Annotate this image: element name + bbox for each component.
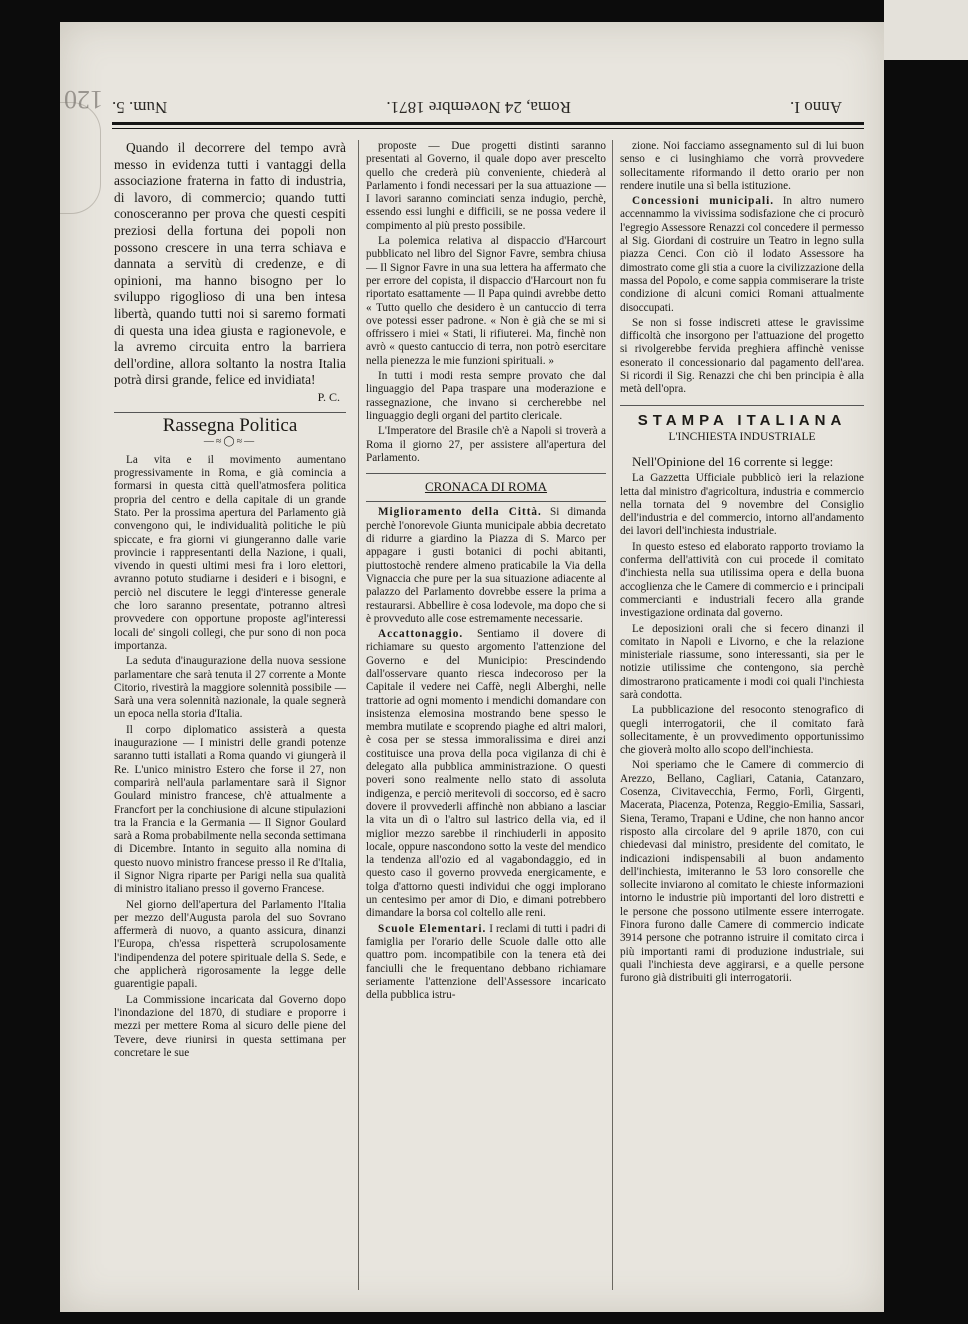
article-paragraph: zione. Noi facciamo assegnamento sul di lui buon senso e ci lusinghiamo che vorrà provvedere sollecitamente riformando il detto orario per non rendere inutile una sì bella istituzione. [620,140,864,192]
news-item-head: Accattonaggio. [378,628,464,641]
newspaper-page [60,22,884,1312]
separator [620,405,864,406]
article-paragraph: La Gazzetta Ufficiale pubblicò ieri la relazione letta dal ministro d'agricoltura, industria e commercio nella tornata del 9 novembre del Consiglio dell'industria e del commercio, intorno all'andamento dei lavori dell'inchiesta industriale. [620,472,864,538]
article-paragraph: La polemica relativa al dispaccio d'Harcourt pubblicato nel libro del Signor Favre, sembra chiusa — Il Signor Favre in una sua lettera ha affermato che per errore del copista, il dispaccio d'Harcourt non fu riportato esattamente — Il Papa quindi avrebbe detto « Tutto quello che desidero è un cantuccio di terra ove potessi esser padrone. « Non è già che se mi si offrissero i miei « Stati, li rifiuterei. Ma, finchè non avrò « questo cantuccio di terra, non potrò esercitare nella pienezza le mie funzioni spirituali. » [366,235,606,367]
news-item-head: Concessioni municipali. [632,195,775,208]
library-stamp [60,102,101,214]
article-paragraph: La seduta d'inaugurazione della nuova sessione parlamentare che sarà tenuta il 27 corrente a Monte Citorio, rivestirà la maggiore solennità possibile — Sarà una vera solennità nazionale, la quale segnerà un epoca nella storia d'Italia. [114,655,346,721]
article-paragraph: proposte — Due progetti distinti saranno presentati al Governo, il quale dopo aver prescelto quello che crederà più conveniente, chiederà al Parlamento i fondi necessari per la sua attuazione — I lavori saranno cominciati senza indugio, perchè, essendo essi lunghi e difficili, se ne possa vedere il compimento al più presto possibile. [366,140,606,232]
column-1 [114,140,346,1290]
separator [114,412,346,413]
news-item [366,923,606,1003]
separator [366,473,606,474]
page-corner [884,0,968,60]
article-paragraph: Quando il decorrere del tempo avrà messo in evidenza tutti i vantaggi della associazione fraterna in fatto di industria, di lavoro, di commercio; quando tutti conosceranno per prova che questi cespiti preziosi della fortuna dei popoli non possono crescere in una terra schiava e dannata a servitù di credenze, e di opinioni, ma hanno bisogno per lo sviluppo rigoglioso di una ben intesa libertà, quando tutti noi si saremo formati di questa una idea giusta e ragionevole, e la avremo circuita entro la barriera dell'ordine, allora soltanto la nostra Italia potrà dirsi grande, felice ed invidiata! [114,140,346,388]
article-paragraph: La vita e il movimento aumentano progressivamente in Roma, e già comincia a formarsi in questa città quell'atmosfera politica propria del centro e della capitale di un grande Stato. Per la prossima apertura del Parlamento già convengono qui, le individualità politiche le più spiccate, e fra giorni vi giungeranno dalle varie provincie i rappresentanti della Nazione, i quali, vivendo in questi ultimi mesi fra i loro elettori, avranno potuto studiarne i desideri e i bisogni, e perciò nel discutere le leggi d'interesse generale che loro saranno presentate, potranno altresì provvedere con opportune proposte agl'interessi locali de' singoli collegi, che pur sono di non poca importanza. [114,453,346,652]
separator [366,501,606,502]
issue-date: Roma, 24 Novembre 1871. [386,98,571,117]
news-item [366,628,606,921]
section-title: STAMPA ITALIANA [637,411,847,429]
article-paragraph: La Commissione incaricata dal Governo dopo l'inondazione del 1870, di studiare e proporre i mezzi per mettere Roma al sicuro delle piene del Tevere, deve riunirsi in questa settimana per concretare le sue [114,993,346,1059]
article-paragraph: Nel giorno dell'apertura del Parlamento l'Italia per mezzo dell'Augusta parola del suo Sovrano affermerà di nuovo, a quanto assicura, dinanzi l'Europa, ch'essa rispetterà scrupolosamente l'indipendenza del potere spirituale della S. Sede, e che applicherà rigorosamente la legge delle guarentigie papali. [114,898,346,991]
issue-year: Anno I. [790,98,842,117]
news-item [366,506,606,626]
article-paragraph: Il corpo diplomatico assisterà a questa inaugurazione — I ministri delle grandi potenze saranno tutti istallati a Roma quando vi giungerà il Re. L'unico ministro Estero che forse il 27, non comparirà nell'aula parlamentare sarà il Signor Goulard ministro francese, ch'è attualmente a Francfort per la conchiusione di alcune stipulazioni tra la Francia e la Germania — Il Signor Goulard sarà a Roma probabilmente nella seconda settimana di Dicembre. Intanto in seguito alla nomina di questo nuovo ministro francese presso il Re d'Italia, il Signor Nigra riparte per Parigi nella sua qualità di ministro italiano presso il governo Francese. [114,723,346,896]
article-paragraph: Se non si fosse indiscreti attese le gravissime difficoltà che insorgono per l'attuazione del progetto si rivolgerebbe fervida preghiera affinchè venisse esonerato il concessionario dal pagamento dell'area. Si ricordi il Sig. Renazzi che chi ben principia è alla metà dell'opra. [620,316,864,396]
lead-line: Nell'Opinione del 16 corrente si legge: [632,454,834,470]
article-paragraph: In questo esteso ed elaborato rapporto troviamo la conferma dell'attività con cui procede il comitato d'inchiesta nella sua utilissima opera e della buona accoglienza che le Camere di commercio e i principali commercianti e industriali fecero alla grande investigazione ordinata dal governo. [620,540,864,620]
section-subtitle: L'INCHIESTA INDUSTRIALE [668,430,816,443]
page-number: 120 [64,85,103,114]
news-item-text: Si dimanda perchè l'onorevole Giunta municipale abbia decretato di ridurre a giardino la Piazza di S. Marco per appagare i gusti botanici di pochi abitanti, piuttostochè rendere almeno praticabile la Via della Vignaccia che pure per la sua situazione adiacente al palazzo del Parlamento dovrebbe essere la prima a restaurarsi. Abbellire è cosa lodevole, ma dopo che si è provveduto alle cose estremamente necessarie. [366,506,606,625]
header-rule-thin [112,128,864,129]
column-divider [612,140,613,1290]
news-item-text: Sentiamo il dovere di richiamare su questo argomento l'attenzione del Governo e del Municipio: Prescindendo dall'osservare quanto riesca indecoroso per la Capitale il vedere nei Caffè, negli Alberghi, nelle trattorie ad ogni momento i mendichi domandare con insistenza elemosina mostrando bene spesso le membra mutilate e scoprendo piaghe ed altri malori, è cosa per se stessa immoralissima e direi anzi costituisce una prova della poca vigilanza di chi è delegato alla pubblica amministrazione. O questi poveri sono realmente nello stato di assoluta indigenza, e perciò meritevoli di soccorso, ed è sacro dovere il provvederli affinchè non abbiano a lasciar la vita un dì o l'altro sul lastrico della via, ed il miglior mezzo sarebbe il rinchiuderli in apposito locale, oppure nascondono sotto la veste del mendico la tendenza all'ozio ed al vagabondaggio, ed in questo caso il governo provveda energicamente, e tolga d'attorno questi individui che oggi implorano un centesimo per amor di Dio, e dimani potrebbero dimandare la borsa col coltello alle reni. [366,628,606,920]
news-item-text: I reclami di tutti i padri di famiglia per l'orario delle Scuole dalle otto alle quattro pom. incompatibile con la tenera età dei fanciulli che le frequentano debbano richiamare seriamente l'attenzione dell'Assessore incaricato della pubblica istru- [366,922,606,1002]
article-signature: P. C. [317,389,340,404]
article-paragraph: L'Imperatore del Brasile ch'è a Napoli si troverà a Roma il giorno 27, per assistere all'apertura del Parlamento. [366,425,606,464]
issue-number: Num. 5. [112,98,168,117]
article-paragraph: La pubblicazione del resoconto stenografico di quegli interrogatorii, che il comitato farà sollecitamente, è un provvedimento opportunissimo che gioverà molto allo scopo dell'inchiesta. [620,704,864,757]
article-paragraph: In tutti i modi resta sempre provato che dal linguaggio del Papa traspare una moderazione e rassegnazione, che invano si cercherebbe nel linguaggio degli organi del partito clericale. [366,370,606,422]
masthead-strip [112,94,842,120]
column-divider [358,140,359,1290]
news-item [620,195,864,315]
ornament: —≈◯≈— [203,435,257,447]
news-item-text: In altro numero accennammo la vivissima sodisfazione che ci procurò l'egregio Assessore Renazzi col concedere il permesso al Sig. Giordani di costruire un Teatro in legno sulla piazza Cenci. Con ciò il lodato Assessore ha dimostrato come gli stia a cuore la civilizzazione della massa del Popolo, e come sappia commiserare la triste condizione di alcuni comici Romani attualmente disoccupati. [620,195,864,314]
column-2 [366,140,606,1290]
news-item-head: Miglioramento della Città. [378,506,542,519]
section-title: CRONACA DI ROMA [424,479,548,495]
column-3 [620,140,864,1290]
article-paragraph: Le deposizioni orali che si fecero dinanzi il comitato in Napoli e Livorno, e che la relazione ministeriale riassume, sono interessanti, sia per le notizie utilissime che contengono, sia perchè dimostrarono praticamente i modi coi quali l'inchiesta sarà condotta. [620,622,864,701]
article-paragraph: Noi speriamo che le Camere di commercio di Arezzo, Bellano, Cagliari, Catania, Catanzaro, Cosenza, Civitavecchia, Fermo, Forlì, Girgenti, Macerata, Piacenza, Potenza, Reggio-Emilia, Sassari, Siena, Teramo, Trapani e Udine, che non hanno ancor risposto alla circolare del 9 aprile 1870, con cui chiedevasi dal ministro, presidente del comitato, le indicazioni indispensabili al buon andamento dell'inchiesta, imiteranno le 53 loro consorelle che sollecite inviarono al comitato le chieste informazioni intorno le industrie più importanti del loro distretti e le persone che possono utilmente essere interrogate. Finora furono dalle Camere di commercio indicate 3914 persone che potranno istruire il comitato circa i più importanti rami di produzione industriale, sui quali l'inchiesta deve aggirarsi, e a quelle persone furono già distribuiti gli interrogatorii. [620,759,864,985]
news-item-head: Scuole Elementari. [378,922,487,935]
header-rule-thick [112,122,864,125]
section-title: Rassegna Politica [162,415,298,437]
